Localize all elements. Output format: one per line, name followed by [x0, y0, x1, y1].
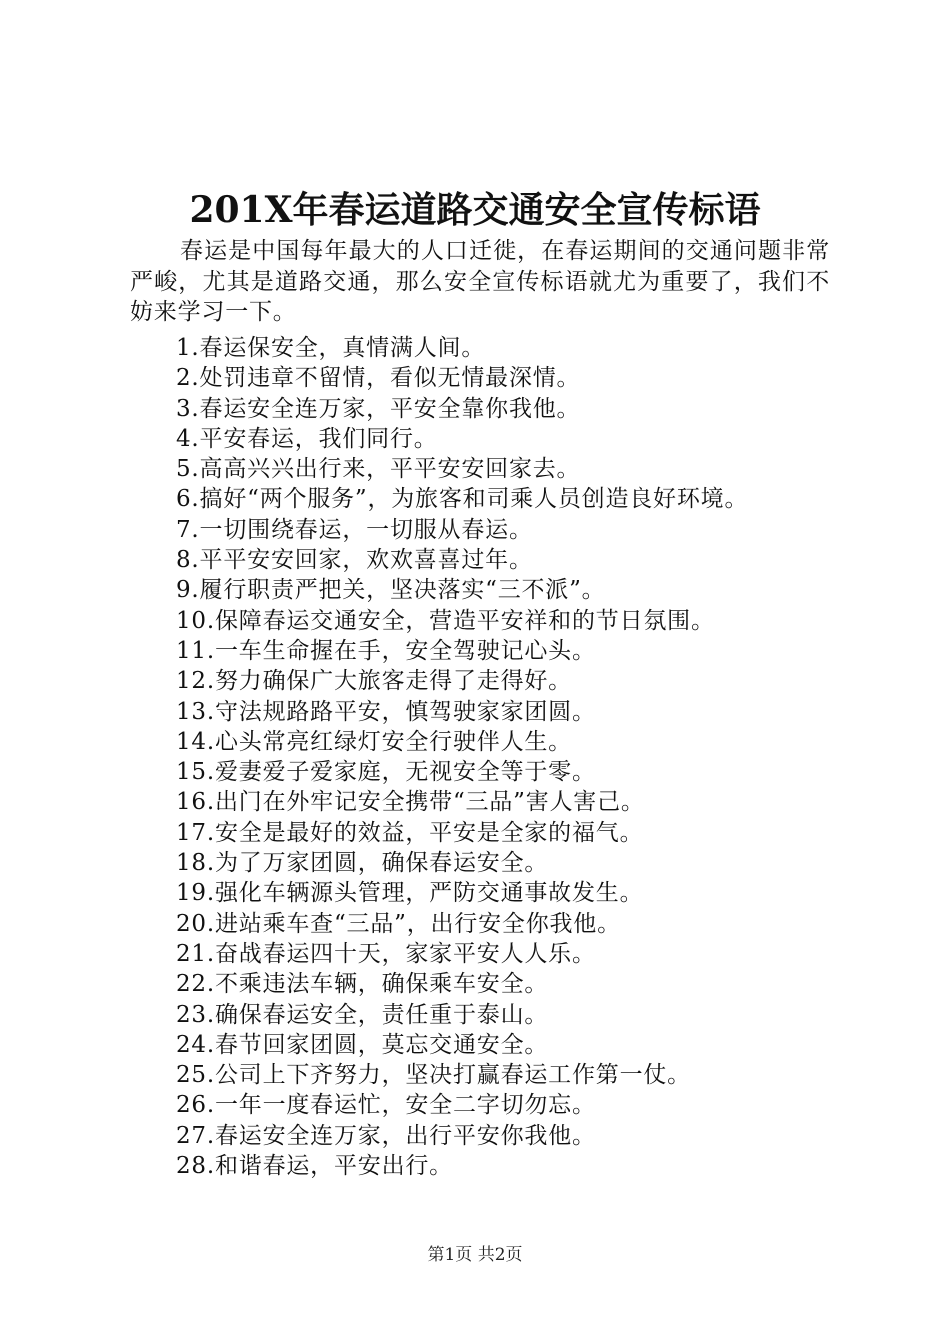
slogan-item: 23.确保春运安全，责任重于泰山。: [176, 1001, 549, 1028]
intro-paragraph: 春运是中国每年最大的人口迁徙，在春运期间的交通问题非常严峻，尤其是道路交通，那么安全宣传标语就尤为重要了，我们不妨来学习一下。: [130, 238, 830, 325]
document-title: 201X年春运道路交通安全宣传标语: [189, 189, 761, 231]
slogan-item: 16.出门在外牢记安全携带“三品”害人害己。: [176, 789, 645, 816]
slogan-item: 10.保障春运交通安全，营造平安祥和的节日氛围。: [176, 607, 715, 634]
slogan-item: 20.进站乘车查“三品”，出行安全你我他。: [176, 910, 621, 937]
slogan-item: 22.不乘违法车辆，确保乘车安全。: [176, 971, 549, 998]
page-footer: 第1页 共2页: [427, 1245, 523, 1265]
slogan-item: 27.春运安全连万家，出行平安你我他。: [176, 1122, 596, 1149]
slogan-item: 3.春运安全连万家，平安全靠你我他。: [176, 395, 581, 422]
slogan-item: 26.一年一度春运忙，安全二字切勿忘。: [176, 1092, 596, 1119]
slogan-item: 1.春运保安全，真情满人间。: [176, 335, 486, 361]
slogan-item: 17.安全是最好的效益，平安是全家的福气。: [176, 819, 644, 846]
slogan-item: 2.处罚违章不留情，看似无情最深情。: [176, 365, 581, 392]
slogan-item: 9.履行职责严把关，坚决落实“三不派”。: [176, 577, 606, 604]
slogan-item: 28.和谐春运，平安出行。: [176, 1153, 453, 1180]
slogan-item: 12.努力确保广大旅客走得了走得好。: [176, 668, 572, 695]
slogan-item: 24.春节回家团圆，莫忘交通安全。: [176, 1031, 549, 1058]
slogan-item: 4.平安春运，我们同行。: [176, 425, 438, 452]
slogan-item: 15.爱妻爱子爱家庭，无视安全等于零。: [176, 759, 596, 786]
slogan-item: 21.奋战春运四十天，家家平安人人乐。: [176, 940, 596, 967]
slogan-item: 8.平平安安回家，欢欢喜喜过年。: [176, 547, 533, 574]
slogan-item: 25.公司上下齐努力，坚决打赢春运工作第一仗。: [176, 1062, 691, 1089]
slogan-item: 18.为了万家团圆，确保春运安全。: [176, 850, 549, 877]
slogan-item: 6.搞好“两个服务”，为旅客和司乘人员创造良好环境。: [176, 486, 749, 513]
slogan-item: 7.一切围绕春运，一切服从春运。: [176, 516, 533, 543]
slogan-item: 5.高高兴兴出行来，平平安安回家去。: [176, 456, 581, 483]
slogan-list: [176, 333, 748, 1181]
slogan-item: 13.守法规路路平安，慎驾驶家家团圆。: [176, 698, 596, 725]
slogan-item: 11.一车生命握在手，安全驾驶记心头。: [176, 637, 596, 664]
slogan-item: 19.强化车辆源头管理，严防交通事故发生。: [176, 880, 644, 907]
slogan-item: 14.心头常亮红绿灯安全行驶伴人生。: [176, 728, 572, 755]
